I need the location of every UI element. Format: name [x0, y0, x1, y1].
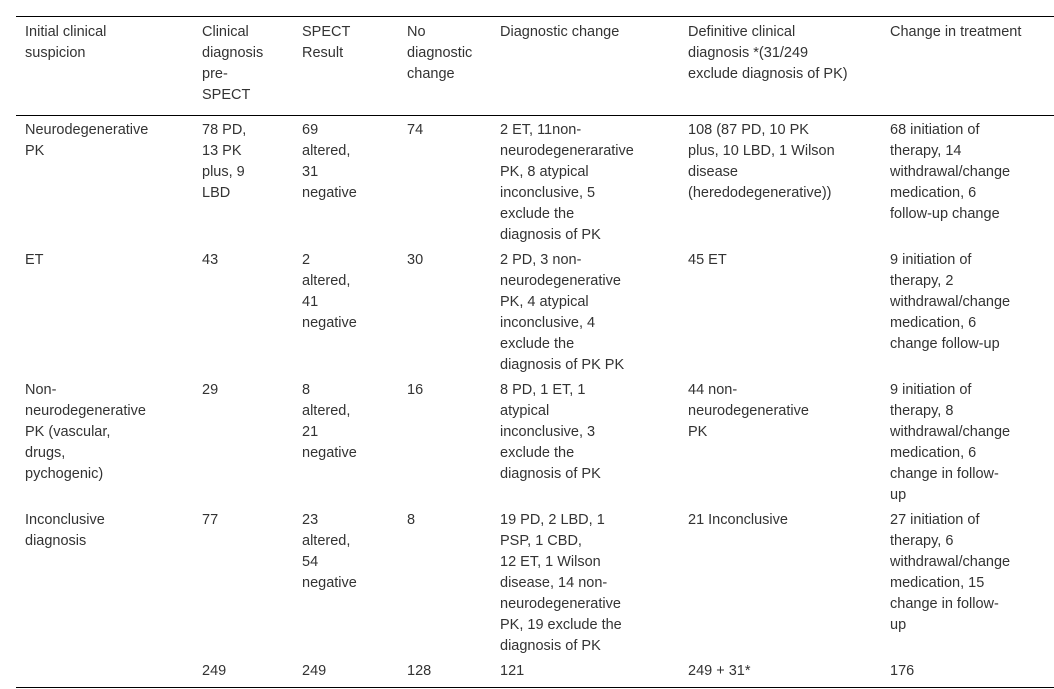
header-no-diagnostic-change: No diagnostic change	[407, 24, 473, 82]
table-cell: 249	[202, 663, 227, 679]
table-cell: 8 altered, 21 negative	[302, 382, 357, 461]
table-cell: Inconclusive diagnosis	[25, 512, 105, 549]
table-cell: 9 initiation of therapy, 2 withdrawal/change medication, 6 change follow-up	[890, 252, 1011, 352]
table-cell: 78 PD, 13 PK plus, 9 LBD	[202, 122, 247, 201]
table-row	[16, 506, 1054, 657]
clinical-diagnosis-table	[16, 16, 1054, 688]
table-cell: 29	[202, 382, 219, 398]
table-cell: 2 altered, 41 negative	[302, 252, 357, 331]
table-cell: 8	[407, 512, 416, 528]
table-cell: 249	[302, 663, 327, 679]
table-cell: 68 initiation of therapy, 14 withdrawal/change medication, 6 follow-up change	[890, 122, 1011, 222]
totals-row	[16, 657, 1054, 688]
table-cell: 249 + 31*	[688, 663, 751, 679]
table-cell: 69 altered, 31 negative	[302, 122, 357, 201]
table-cell: 21 Inconclusive	[688, 512, 788, 528]
table-row	[16, 116, 1054, 247]
table-cell: 43	[202, 252, 219, 268]
table-cell: 108 (87 PD, 10 PK plus, 10 LBD, 1 Wilson disease (heredodegenerative))	[688, 122, 835, 201]
table-cell: 44 non- neurodegenerative PK	[688, 382, 809, 440]
table-cell: 128	[407, 663, 432, 679]
table-cell: 77	[202, 512, 219, 528]
header-definitive-diagnosis: Definitive clinical diagnosis *(31/249 exclude diagnosis of PK)	[688, 24, 848, 82]
table-cell: 30	[407, 252, 424, 268]
table-cell: 8 PD, 1 ET, 1 atypical inconclusive, 3 exclude the diagnosis of PK	[500, 382, 601, 482]
table-cell: Non- neurodegenerative PK (vascular, drugs, pychogenic)	[25, 382, 146, 482]
table-cell: 9 initiation of therapy, 8 withdrawal/change medication, 6 change in follow- up	[890, 382, 1011, 503]
table-cell: 19 PD, 2 LBD, 1 PSP, 1 CBD, 12 ET, 1 Wilson disease, 14 non- neurodegenerative PK, 19 exclude the diagnosis of PK	[500, 512, 622, 654]
table-cell	[16, 657, 193, 688]
table-cell: 27 initiation of therapy, 6 withdrawal/change medication, 15 change in follow- up	[890, 512, 1011, 633]
table-cell: 74	[407, 122, 424, 138]
header-row	[16, 17, 1054, 116]
table-cell: 121	[500, 663, 525, 679]
table-cell: Neurodegenerative PK	[25, 122, 149, 159]
header-change-in-treatment: Change in treatment	[890, 24, 1022, 40]
header-diagnostic-change: Diagnostic change	[500, 24, 620, 40]
table-cell: 23 altered, 54 negative	[302, 512, 357, 591]
header-pre-spect-diagnosis: Clinical diagnosis pre- SPECT	[202, 24, 264, 103]
table-row	[16, 246, 1054, 376]
header-initial-suspicion: Initial clinical suspicion	[25, 24, 107, 61]
table-cell: ET	[25, 252, 44, 268]
table-cell: 16	[407, 382, 424, 398]
table-cell: 2 PD, 3 non- neurodegenerative PK, 4 atypical inconclusive, 4 exclude the diagnosis of PK PK	[500, 252, 625, 373]
header-spect-result: SPECT Result	[302, 24, 351, 61]
table-cell: 176	[890, 663, 915, 679]
table-row	[16, 376, 1054, 506]
table-cell: 45 ET	[688, 252, 727, 268]
table-cell: 2 ET, 11non- neurodegenerarative PK, 8 atypical inconclusive, 5 exclude the diagnosis of PK	[500, 122, 634, 243]
